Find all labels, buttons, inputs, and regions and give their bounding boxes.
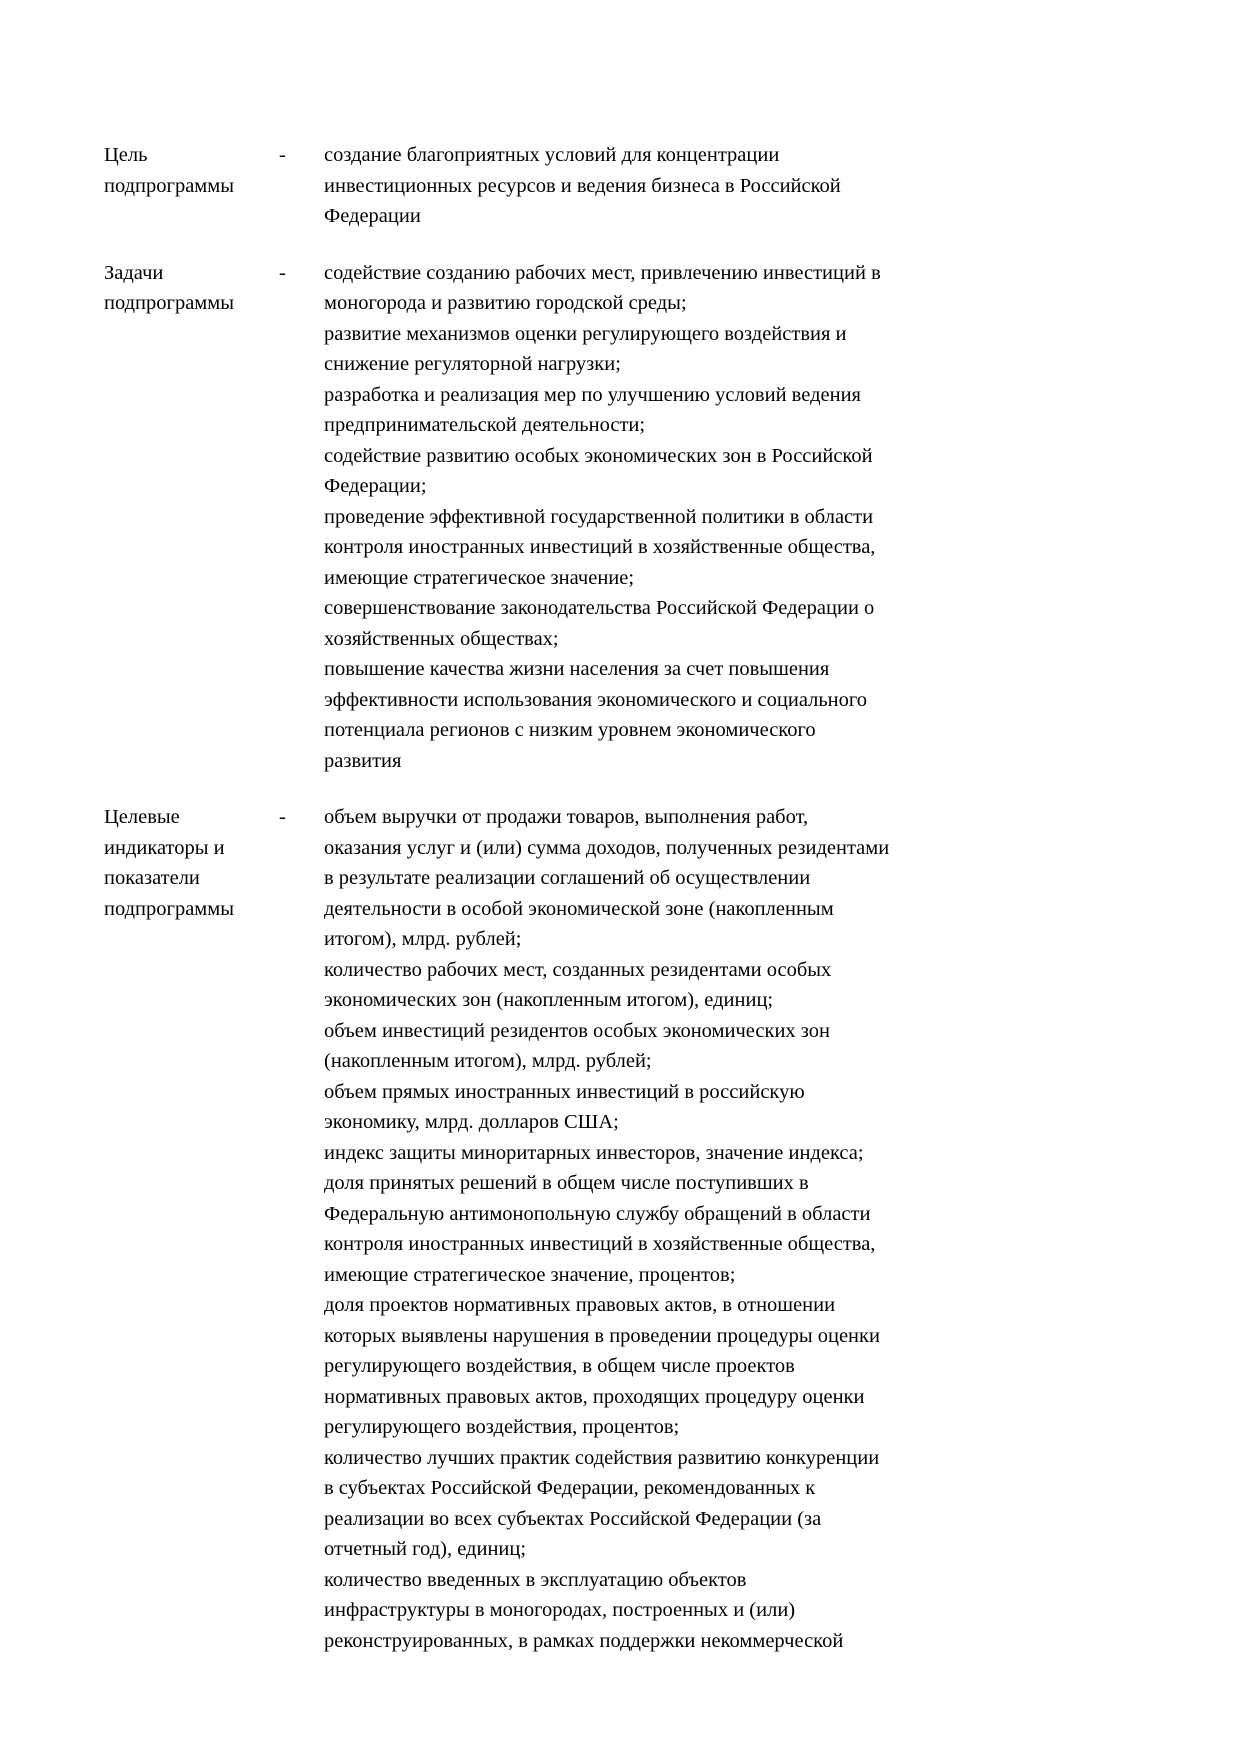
body-line: (накопленным итогом), млрд. рублей; xyxy=(324,1050,652,1072)
body-line: развитие механизмов оценки регулирующего воздействия и xyxy=(324,322,847,345)
body-line: Федерации; xyxy=(324,475,427,497)
body-line: имеющие стратегическое значение, процентов; xyxy=(324,1263,736,1286)
table-row xyxy=(104,140,1124,232)
body-line: снижение регуляторной нагрузки; xyxy=(324,353,621,375)
row-body xyxy=(324,258,1124,777)
body-line: контроля иностранных инвестиций в хозяйственные общества, xyxy=(324,536,876,558)
row-separator: - xyxy=(279,806,286,828)
body-line: создание благоприятных условий для концентрации xyxy=(324,144,780,166)
row-label-line: Цель xyxy=(104,144,148,166)
body-line: повышение качества жизни населения за счет повышения xyxy=(324,658,830,680)
table-row xyxy=(104,258,1124,777)
body-line: содействие развитию особых экономических зон в Российской xyxy=(324,444,873,467)
body-line: объем инвестиций резидентов особых экономических зон xyxy=(324,1019,831,1042)
body-line: инфраструктуры в моногородах, построенных и (или) xyxy=(324,1599,796,1621)
row-label-line: Целевые xyxy=(104,806,180,828)
body-line: совершенствование законодательства Российской Федерации о xyxy=(324,597,875,619)
row-separator: - xyxy=(279,144,286,166)
row-body xyxy=(324,802,1124,1656)
body-line: экономику, млрд. долларов США; xyxy=(324,1111,619,1133)
body-line: доля принятых решений в общем числе поступивших в xyxy=(324,1172,809,1194)
row-label-line: показатели xyxy=(104,867,200,889)
body-line: в субъектах Российской Федерации, рекомендованных к xyxy=(324,1477,816,1499)
parameters-table xyxy=(104,140,1124,1656)
body-line: количество рабочих мест, созданных резидентами особых xyxy=(324,958,832,981)
body-line: регулирующего воздействия, процентов; xyxy=(324,1416,680,1438)
row-separator: - xyxy=(279,261,286,284)
row-label-line: Задачи xyxy=(104,261,164,284)
body-line: реализации во всех субъектах Российской Федерации (за xyxy=(324,1507,822,1530)
body-line: итогом), млрд. рублей; xyxy=(324,928,522,950)
body-line: деятельности в особой экономической зоне (накопленным xyxy=(324,897,834,920)
body-line: отчетный год), единиц; xyxy=(324,1538,527,1560)
body-line: нормативных правовых актов, проходящих процедуру оценки xyxy=(324,1385,865,1408)
row-label-line: индикаторы и xyxy=(104,836,225,859)
row-label xyxy=(104,802,279,924)
body-line: содействие созданию рабочих мест, привлечению инвестиций в xyxy=(324,261,881,284)
row-label-line: подпрограммы xyxy=(104,292,235,314)
row-label-line: подпрограммы xyxy=(104,174,235,197)
row-label xyxy=(104,258,279,319)
body-line: разработка и реализация мер по улучшению условий ведения xyxy=(324,383,861,406)
body-line: хозяйственных обществах; xyxy=(324,627,559,650)
body-line: проведение эффективной государственной политики в области xyxy=(324,505,874,528)
body-line: объем прямых иностранных инвестиций в российскую xyxy=(324,1080,805,1103)
body-line: эффективности использования экономического и социального xyxy=(324,688,868,711)
body-line: потенциала регионов с низким уровнем экономического xyxy=(324,719,816,741)
body-line: количество лучших практик содействия развитию конкуренции xyxy=(324,1446,880,1469)
body-line: индекс защиты миноритарных инвесторов, значение индекса; xyxy=(324,1141,864,1164)
row-label-line: подпрограммы xyxy=(104,897,235,920)
body-line: Федеральную антимонопольную службу обращений в области xyxy=(324,1202,871,1225)
body-line: регулирующего воздействия, в общем числе проектов xyxy=(324,1355,795,1377)
body-line: оказания услуг и (или) сумма доходов, полученных резидентами xyxy=(324,836,890,859)
row-body xyxy=(324,140,1124,232)
body-line: Федерации xyxy=(324,205,421,227)
row-label xyxy=(104,140,279,201)
body-line: количество введенных в эксплуатацию объектов xyxy=(324,1568,747,1591)
body-line: объем выручки от продажи товаров, выполнения работ, xyxy=(324,806,809,828)
body-line: в результате реализации соглашений об осуществлении xyxy=(324,867,811,889)
table-row xyxy=(104,802,1124,1656)
body-line: доля проектов нормативных правовых актов, в отношении xyxy=(324,1294,836,1316)
body-line: развития xyxy=(324,749,402,772)
body-line: реконструированных, в рамках поддержки некоммерческой xyxy=(324,1629,844,1652)
body-line: моногорода и развитию городской среды; xyxy=(324,292,687,314)
body-line: имеющие стратегическое значение; xyxy=(324,566,635,589)
body-line: инвестиционных ресурсов и ведения бизнеса в Российской xyxy=(324,174,841,197)
body-line: которых выявлены нарушения в проведении процедуры оценки xyxy=(324,1324,880,1347)
body-line: контроля иностранных инвестиций в хозяйственные общества, xyxy=(324,1233,876,1255)
body-line: экономических зон (накопленным итогом), единиц; xyxy=(324,989,774,1011)
body-line: предпринимательской деятельности; xyxy=(324,414,646,436)
